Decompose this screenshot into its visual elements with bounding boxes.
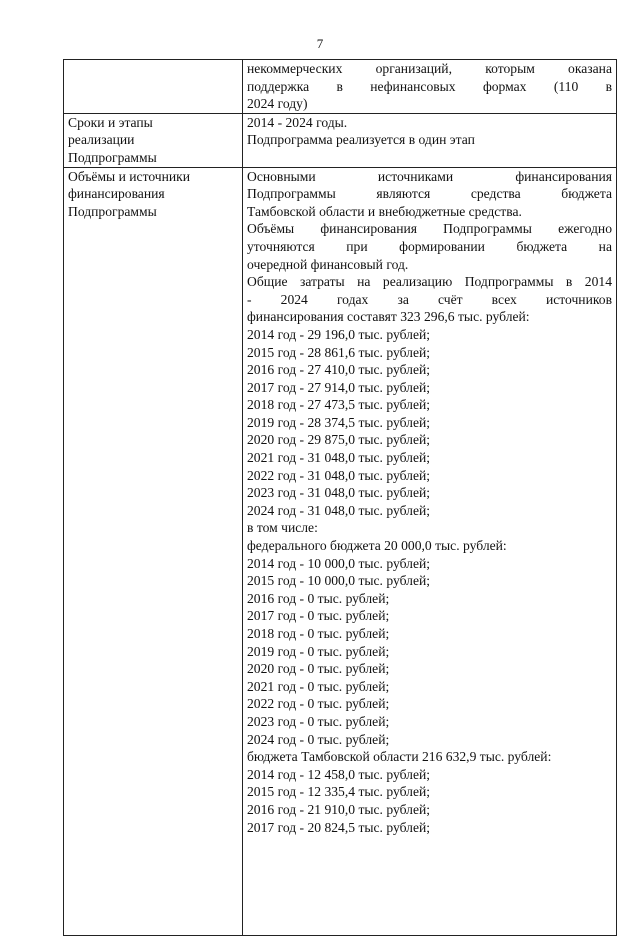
content-line: федерального бюджета 20 000,0 тыс. рублей: — [247, 538, 507, 554]
year-line: 2018 год - 27 473,5 тыс. рублей; — [247, 397, 431, 413]
year-line: 2014 год - 12 458,0 тыс. рублей; — [247, 766, 431, 782]
label-line: финансирования — [68, 186, 165, 202]
financing-content-cell — [243, 167, 617, 935]
year-line: 2019 год - 0 тыс. рублей; — [247, 643, 390, 659]
row-label-cell — [64, 60, 243, 114]
year-line: 2016 год - 21 910,0 тыс. рублей; — [247, 801, 431, 817]
page-number: 7 — [316, 36, 324, 51]
year-line: 2016 год - 0 тыс. рублей; — [247, 590, 390, 606]
content-line: бюджета Тамбовской области 216 632,9 тыс. рублей: — [247, 749, 552, 765]
table-row — [64, 60, 617, 114]
row-content-cell — [243, 113, 617, 167]
year-line: 2024 год - 0 тыс. рублей; — [247, 731, 390, 747]
content-line: Тамбовской области и внебюджетные средства. — [247, 203, 522, 219]
year-line: 2018 год - 0 тыс. рублей; — [247, 626, 390, 641]
year-line: 2022 год - 31 048,0 тыс. рублей; — [247, 467, 431, 483]
year-line: 2023 год - 0 тыс. рублей; — [247, 713, 390, 729]
content-line: - 2024 годах за счёт всех источников — [247, 291, 612, 307]
table-row — [64, 113, 617, 167]
row-content-cell — [243, 60, 617, 114]
row-label-cell — [64, 113, 243, 167]
year-line: 2022 год - 0 тыс. рублей; — [247, 696, 390, 712]
year-line: 2014 год - 10 000,0 тыс. рублей; — [247, 555, 431, 571]
year-line: 2017 год - 27 914,0 тыс. рублей; — [247, 379, 431, 395]
year-line: 2019 год - 28 374,5 тыс. рублей; — [247, 414, 431, 430]
label-line: реализации — [68, 132, 135, 148]
content-line: финансирования составят 323 296,6 тыс. рублей: — [247, 309, 530, 325]
subprogram-passport-table — [63, 59, 617, 936]
year-line: 2016 год - 27 410,0 тыс. рублей; — [247, 362, 431, 378]
content-line: Объёмы финансирования Подпрограммы ежегодно — [247, 221, 612, 237]
year-line: 2015 год - 12 335,4 тыс. рублей; — [247, 784, 431, 800]
year-line: 2015 год - 28 861,6 тыс. рублей; — [247, 344, 431, 360]
row-label-cell — [64, 167, 243, 935]
content-line: Общие затраты на реализацию Подпрограммы в 2014 — [247, 274, 612, 290]
content-line: Подпрограммы являются средства бюджета — [247, 186, 612, 202]
year-line: 2021 год - 0 тыс. рублей; — [247, 678, 390, 694]
content-line: в том числе: — [247, 520, 318, 536]
content-line: Основными источниками финансирования — [247, 168, 612, 184]
content-line: некоммерческих организаций, которым оказана — [247, 61, 612, 76]
label-line: Объёмы и источники — [68, 168, 191, 184]
content-line: уточняются при формировании бюджета на — [247, 238, 612, 254]
label-line: Подпрограммы — [68, 149, 157, 165]
content-line: Подпрограмма реализуется в один этап — [247, 132, 475, 148]
year-line: 2017 год - 0 тыс. рублей; — [247, 608, 390, 624]
year-line: 2014 год - 29 196,0 тыс. рублей; — [247, 326, 431, 342]
year-line: 2020 год - 29 875,0 тыс. рублей; — [247, 432, 431, 448]
year-line: 2024 год - 31 048,0 тыс. рублей; — [247, 502, 431, 518]
year-line: 2020 год - 0 тыс. рублей; — [247, 661, 390, 677]
year-line: 2021 год - 31 048,0 тыс. рублей; — [247, 450, 431, 466]
content-line: очередной финансовый год. — [247, 256, 409, 272]
content-line: 2014 - 2024 годы. — [247, 114, 348, 130]
year-line: 2017 год - 20 824,5 тыс. рублей; — [247, 819, 431, 835]
year-line: 2023 год - 31 048,0 тыс. рублей; — [247, 485, 431, 501]
content-line: 2024 году) — [247, 96, 308, 112]
label-line: Сроки и этапы — [68, 114, 153, 130]
year-line: 2015 год - 10 000,0 тыс. рублей; — [247, 573, 431, 589]
content-line: поддержка в нефинансовых формах (110 в — [247, 78, 612, 94]
table-row — [64, 167, 617, 935]
label-line: Подпрограммы — [68, 203, 157, 219]
